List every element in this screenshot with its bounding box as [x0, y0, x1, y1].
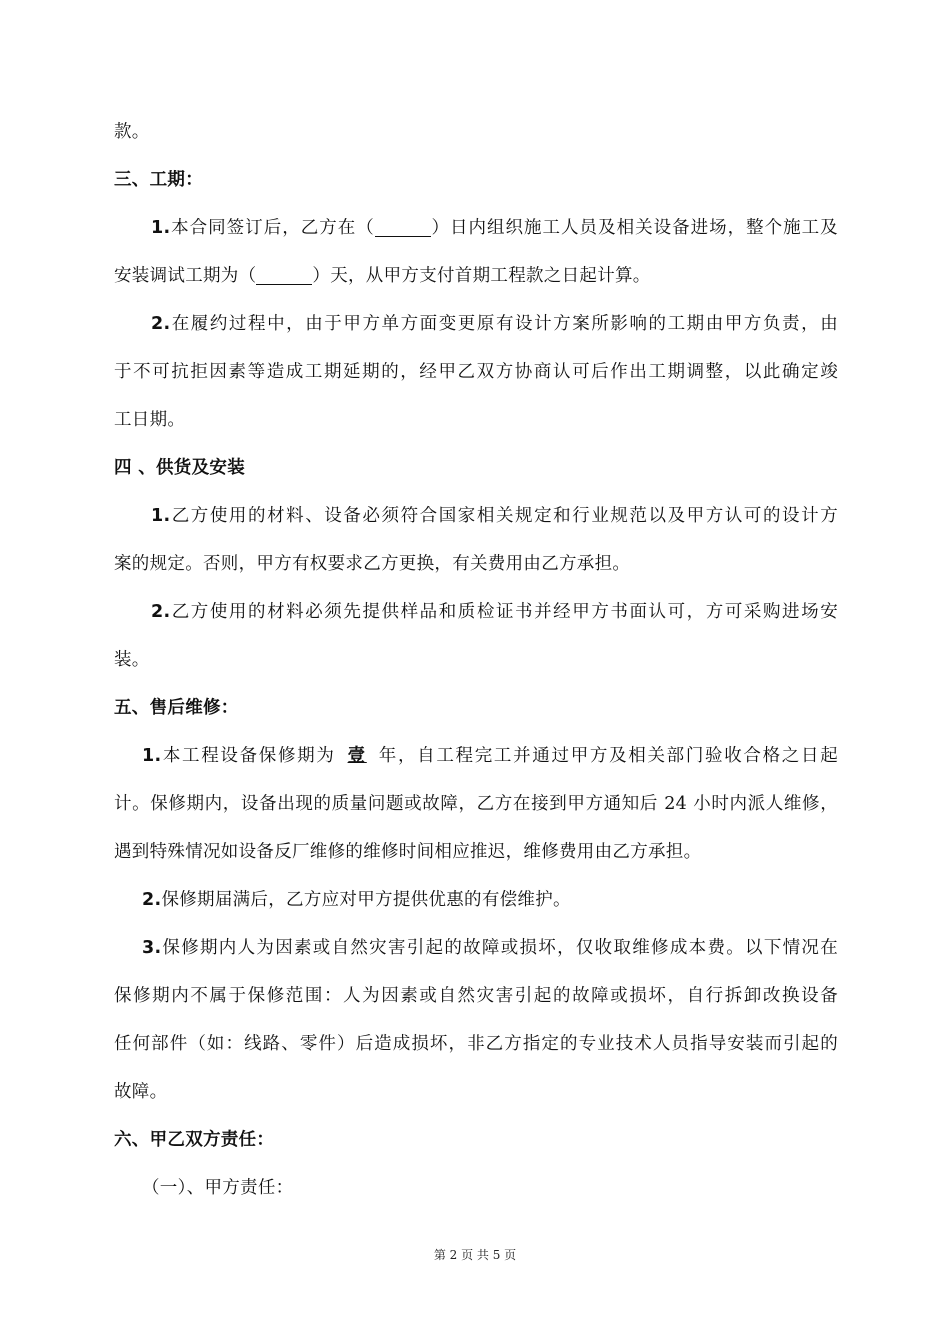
fill-in-blank-duration	[256, 264, 312, 285]
clause-4-1-cont	[114, 540, 838, 588]
clause-5-1-cont	[114, 780, 838, 828]
fill-in-blank-days	[375, 216, 431, 237]
clause-number: 1.	[151, 218, 171, 238]
clause-5-1-cont	[114, 828, 838, 876]
clause-5-3-cont	[114, 1020, 838, 1068]
clause-3-2-cont	[114, 348, 838, 396]
clause-4-1	[114, 492, 838, 540]
text: 保修期内不属于保修范围：人为因素或自然灾害引起的故障或损坏，自行拆卸改换设备	[114, 986, 838, 1006]
text: 乙方使用的材料必须先提供样品和质检证书并经甲方书面认可，方可采购进场安	[170, 602, 838, 622]
text: 于不可抗拒因素等造成工期延期的，经甲乙双方协商认可后作出工期调整，以此确定竣	[114, 362, 838, 382]
text: 款。	[114, 122, 150, 142]
text: 任何部件（如：线路、零件）后造成损坏，非乙方指定的专业技术人员指导安装而引起的	[114, 1034, 838, 1054]
clause-number: 3.	[142, 938, 162, 958]
clause-number: 1.	[151, 506, 171, 526]
clause-3-1	[114, 204, 838, 252]
text: 本合同签订后，乙方在（	[170, 218, 375, 238]
text: 装。	[114, 650, 150, 670]
text: 遇到特殊情况如设备反厂维修的维修时间相应推迟，维修费用由乙方承担。	[114, 842, 702, 862]
clause-5-3	[114, 924, 838, 972]
clause-3-2	[114, 300, 838, 348]
clause-5-2	[114, 876, 838, 924]
section-heading-responsibilities: 六、甲乙双方责任：	[114, 1130, 275, 1150]
page-number-footer: 第 2 页 共 5 页	[433, 1248, 517, 1262]
text: 乙方使用的材料、设备必须符合国家相关规定和行业规范以及甲方认可的设计方	[170, 506, 838, 526]
paragraph-continuation	[114, 108, 838, 156]
clause-number: 2.	[151, 602, 171, 622]
clause-number: 2.	[142, 890, 162, 910]
clause-number: 2.	[151, 314, 171, 334]
text: 安装调试工期为（	[114, 266, 257, 286]
text: 保修期内人为因素或自然灾害引起的故障或损坏，仅收取维修成本费。以下情况在	[161, 938, 838, 958]
clause-4-2-cont	[114, 636, 838, 684]
clause-5-3-cont	[114, 972, 838, 1020]
warranty-years-value: 壹	[347, 746, 367, 766]
clause-3-2-cont	[114, 396, 838, 444]
clause-5-1	[114, 732, 838, 780]
text: ）天，从甲方支付首期工程款之日起计算。	[312, 266, 651, 286]
text: 保修期届满后，乙方应对甲方提供优惠的有偿维护。	[161, 890, 571, 910]
text: 本工程设备保修期为	[161, 746, 336, 766]
section-heading-after-sales: 五、售后维修：	[114, 698, 239, 718]
clause-3-1-cont	[114, 252, 838, 300]
text: 案的规定。否则，甲方有权要求乙方更换，有关费用由乙方承担。	[114, 554, 631, 574]
clause-number: 1.	[142, 746, 162, 766]
subsection-party-a-responsibilities: （一）、甲方责任：	[142, 1178, 294, 1198]
text: 计。保修期内，设备出现的质量问题或故障，乙方在接到甲方通知后 24 小时内派人维修，	[114, 794, 838, 814]
text: ）日内组织施工人员及相关设备进场，整个施工及	[430, 218, 838, 238]
section-heading-schedule: 三、工期：	[114, 170, 203, 190]
text: 工日期。	[114, 410, 186, 430]
clause-4-2	[114, 588, 838, 636]
clause-5-3-cont	[114, 1068, 838, 1116]
text: 年，自工程完工并通过甲方及相关部门验收合格之日起	[378, 746, 838, 766]
text: 故障。	[114, 1082, 168, 1102]
document-page	[114, 108, 838, 1212]
section-heading-supply: 四 、供货及安装	[114, 458, 245, 478]
text: 在履约过程中，由于甲方单方面变更原有设计方案所影响的工期由甲方负责，由	[170, 314, 838, 334]
